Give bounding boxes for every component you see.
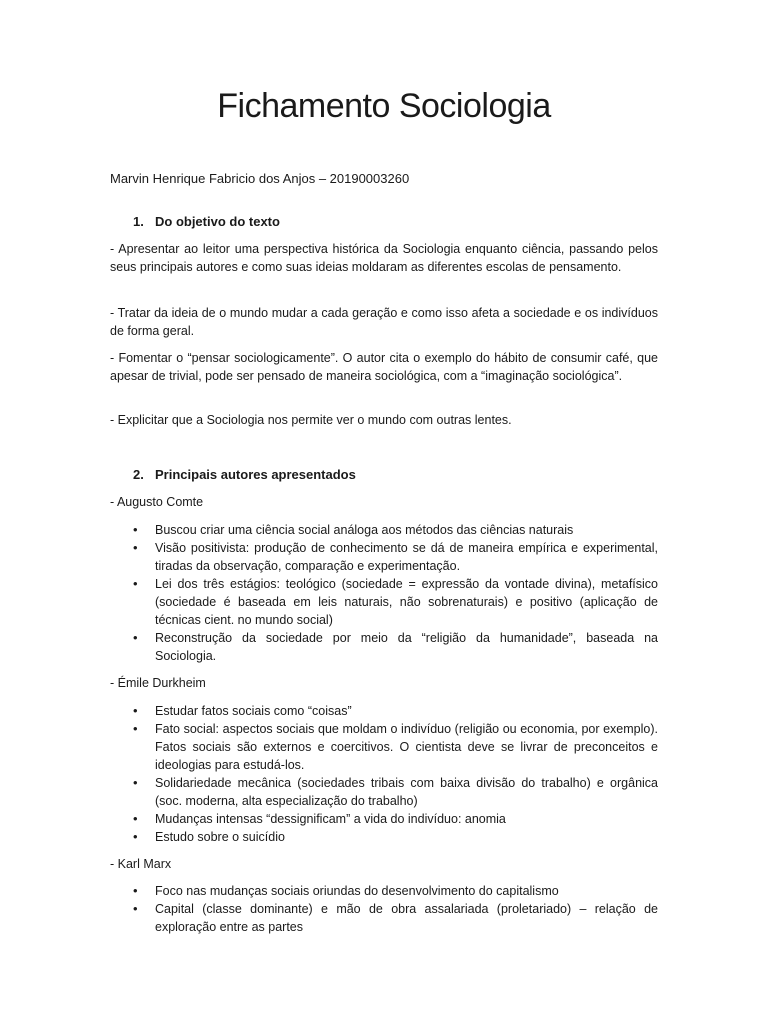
list-item-text: Capital (classe dominante) e mão de obra assalariada (proletariado) – relação de exploração entre as partes <box>155 902 658 934</box>
list-item <box>133 539 658 575</box>
list-item <box>133 882 658 900</box>
list-item <box>133 900 658 936</box>
section-number: 1. <box>133 214 144 229</box>
bullet-icon: • <box>133 540 138 555</box>
bullet-icon: • <box>133 811 138 826</box>
bullet-icon: • <box>133 775 138 790</box>
paragraph: - Tratar da ideia de o mundo mudar a cada geração e como isso afeta a sociedade e os indivíduos de forma geral. <box>110 306 658 338</box>
list-item-text: Solidariedade mecânica (sociedades tribais com baixa divisão do trabalho) e orgânica (soc. moderna, alta especialização do trabalho) <box>155 776 658 808</box>
list-item <box>133 521 658 539</box>
paragraph: - Fomentar o “pensar sociologicamente”. O autor cita o exemplo do hábito de consumir café, que apesar de trivial, pode ser pensado de maneira sociológica, com a “imaginação sociológica”. <box>110 351 658 383</box>
section-heading-text: Principais autores apresentados <box>155 467 356 482</box>
document-title: Fichamento Sociologia <box>217 87 551 125</box>
bullet-icon: • <box>133 522 138 537</box>
author-name-marx: - Karl Marx <box>110 857 172 871</box>
bullet-list-comte <box>133 521 658 665</box>
paragraph: - Apresentar ao leitor uma perspectiva histórica da Sociologia enquanto ciência, passando pelos seus principais autores e como suas ideias moldaram as diferentes escolas de pensamento. <box>110 242 658 274</box>
list-item <box>133 575 658 629</box>
list-item-text: Lei dos três estágios: teológico (sociedade = expressão da vontade divina), metafísico (sociedade é baseada em leis naturais, não sobrenaturais) e positivo (aplicação de técnicas cient. no mundo social) <box>155 577 658 627</box>
bullet-list-marx <box>133 882 658 936</box>
author-line: Marvin Henrique Fabricio dos Anjos – 20190003260 <box>110 171 410 186</box>
list-item-text: Estudo sobre o suicídio <box>155 830 285 844</box>
bullet-icon: • <box>133 901 138 916</box>
bullet-icon: • <box>133 703 138 718</box>
list-item-text: Buscou criar uma ciência social análoga aos métodos das ciências naturais <box>155 523 574 537</box>
section-number: 2. <box>133 467 144 482</box>
paragraph: - Explicitar que a Sociologia nos permite ver o mundo com outras lentes. <box>110 413 512 427</box>
section-heading-1 <box>133 213 280 231</box>
bullet-icon: • <box>133 630 138 645</box>
author-name-comte: - Augusto Comte <box>110 495 204 509</box>
list-item <box>133 720 658 774</box>
list-item <box>133 828 658 846</box>
list-item-text: Mudanças intensas “dessignificam” a vida do indivíduo: anomia <box>155 812 506 826</box>
bullet-icon: • <box>133 721 138 736</box>
author-name-durkheim: - Émile Durkheim <box>110 676 206 690</box>
bullet-icon: • <box>133 829 138 844</box>
section-heading-2 <box>133 466 356 484</box>
list-item-text: Fato social: aspectos sociais que moldam o indivíduo (religião ou economia, por exemplo). Fatos sociais são externos e coercitivos. O cientista deve se livrar de preconceitos e ideologias para estudá-los. <box>155 722 658 772</box>
list-item <box>133 629 658 665</box>
bullet-icon: • <box>133 883 138 898</box>
list-item-text: Estudar fatos sociais como “coisas” <box>155 704 352 718</box>
bullet-list-durkheim <box>133 702 658 846</box>
list-item-text: Foco nas mudanças sociais oriundas do desenvolvimento do capitalismo <box>155 884 559 898</box>
list-item <box>133 702 658 720</box>
bullet-icon: • <box>133 576 138 591</box>
section-heading-text: Do objetivo do texto <box>155 214 280 229</box>
list-item <box>133 810 658 828</box>
list-item <box>133 774 658 810</box>
list-item-text: Visão positivista: produção de conhecimento se dá de maneira empírica e experimental, tiradas da observação, comparação e experimentação. <box>155 541 658 573</box>
list-item-text: Reconstrução da sociedade por meio da “religião da humanidade”, baseada na Sociologia. <box>155 631 658 663</box>
